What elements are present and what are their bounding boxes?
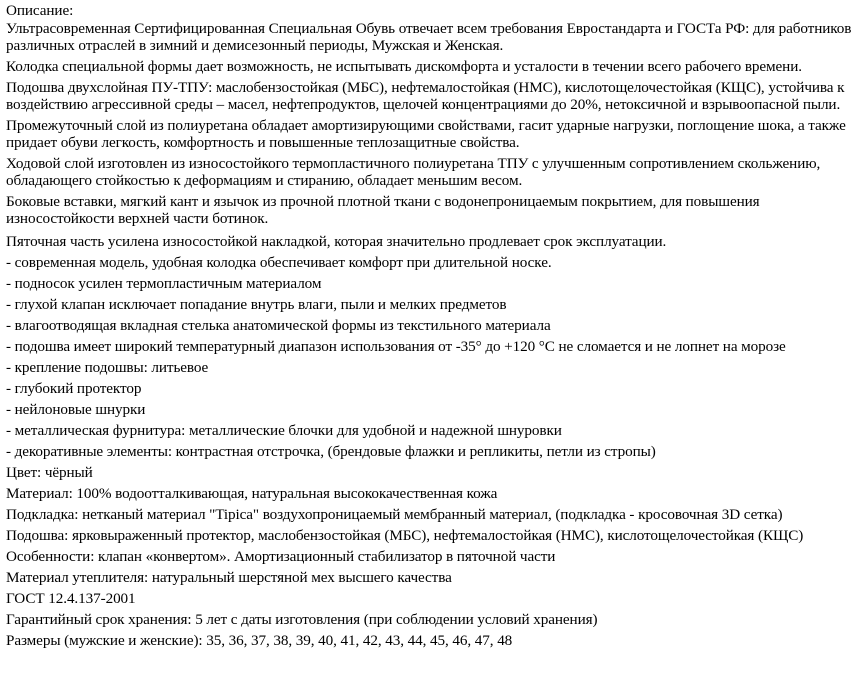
paragraph-certification: Ультрасовременная Сертифицированная Специальная Обувь отвечает всем требования Евростандарта и ГОСТа РФ: для работников различных отраслей в зимний и демисезонный периоды, Мужская и Женская. <box>6 20 852 54</box>
spec-warranty: Гарантийный срок хранения: 5 лет с даты изготовления (при соблюдении условий хранения) <box>6 611 598 628</box>
spec-features: Особенности: клапан «конвертом». Амортизационный стабилизатор в пяточной части <box>6 548 556 565</box>
product-description <box>0 1 864 685</box>
spec-sole: Подошва: ярковыраженный протектор, маслобензостойкая (МБС), нефтемалостойкая (НМС), кислотощелочестойкая (КЩС) <box>6 527 804 544</box>
feature-modern-model: - современная модель, удобная колодка обеспечивает комфорт при длительной носке. <box>6 254 552 271</box>
paragraph-middle-layer: Промежуточный слой из полиуретана обладает амортизирующими свойствами, гасит ударные нагрузки, поглощение шока, а также придает обуви легкость, комфортность и повышенные теплозащитные свойства. <box>6 117 846 151</box>
feature-insole: - влагоотводящая вкладная стелька анатомической формы из текстильного материала <box>6 317 551 334</box>
spec-color: Цвет: чёрный <box>6 464 93 481</box>
feature-temperature-range: - подошва имеет широкий температурный диапазон использования от -35° до +120 °С не сломается и не лопнет на морозе <box>6 338 786 355</box>
feature-tread: - глубокий протектор <box>6 380 142 397</box>
feature-gusset-tongue: - глухой клапан исключает попадание внутрь влаги, пыли и мелких предметов <box>6 296 507 313</box>
feature-sole-attachment: - крепление подошвы: литьевое <box>6 359 209 376</box>
feature-hardware: - металлическая фурнитура: металлические блочки для удобной и надежной шнуровки <box>6 422 562 439</box>
spec-material: Материал: 100% водоотталкивающая, натуральная высококачественная кожа <box>6 485 498 502</box>
paragraph-tread-layer: Ходовой слой изготовлен из износостойкого термопластичного полиуретана ТПУ с улучшенным сопротивлением скольжению, обладающего стойкостью к деформациям и стиранию, обладает меньшим весом. <box>6 155 821 189</box>
feature-decorative: - декоративные элементы: контрастная отстрочка, (брендовые флажки и репликиты, петли из стропы) <box>6 443 656 460</box>
spec-insulation: Материал утеплителя: натуральный шерстяной мех высшего качества <box>6 569 452 586</box>
line-heel: Пяточная часть усилена износостойкой накладкой, которая значительно продлевает срок эксплуатации. <box>6 233 667 250</box>
paragraph-last-shape: Колодка специальной формы дает возможность, не испытывать дискомфорта и усталости в течении всего рабочего времени. <box>6 58 802 75</box>
spec-sizes: Размеры (мужские и женские): 35, 36, 37, 38, 39, 40, 41, 42, 43, 44, 45, 46, 47, 48 <box>6 632 513 649</box>
description-heading: Описание: <box>6 2 74 19</box>
feature-laces: - нейлоновые шнурки <box>6 401 146 418</box>
spec-lining: Подкладка: нетканый материал "Tipica" воздухопроницаемый мембранный материал, (подкладка - кросовочная 3D сетка) <box>6 506 783 523</box>
paragraph-sole-layers: Подошва двухслойная ПУ-ТПУ: маслобензостойкая (МБС), нефтемалостойкая (НМС), кислотощелочестойкая (КЩС), устойчива к воздействию агрессивной среды – масел, нефтепродуктов, щелочей концентрациями до 20%, нетоксичной и взрывоопасной пыли. <box>6 79 845 113</box>
paragraph-side-inserts: Боковые вставки, мягкий кант и язычок из прочной плотной ткани с водонепроницаемым покрытием, для повышения износостойкости верхней части ботинок. <box>6 193 760 227</box>
feature-toe-cap: - подносок усилен термопластичным материалом <box>6 275 322 292</box>
spec-gost: ГОСТ 12.4.137-2001 <box>6 590 136 607</box>
